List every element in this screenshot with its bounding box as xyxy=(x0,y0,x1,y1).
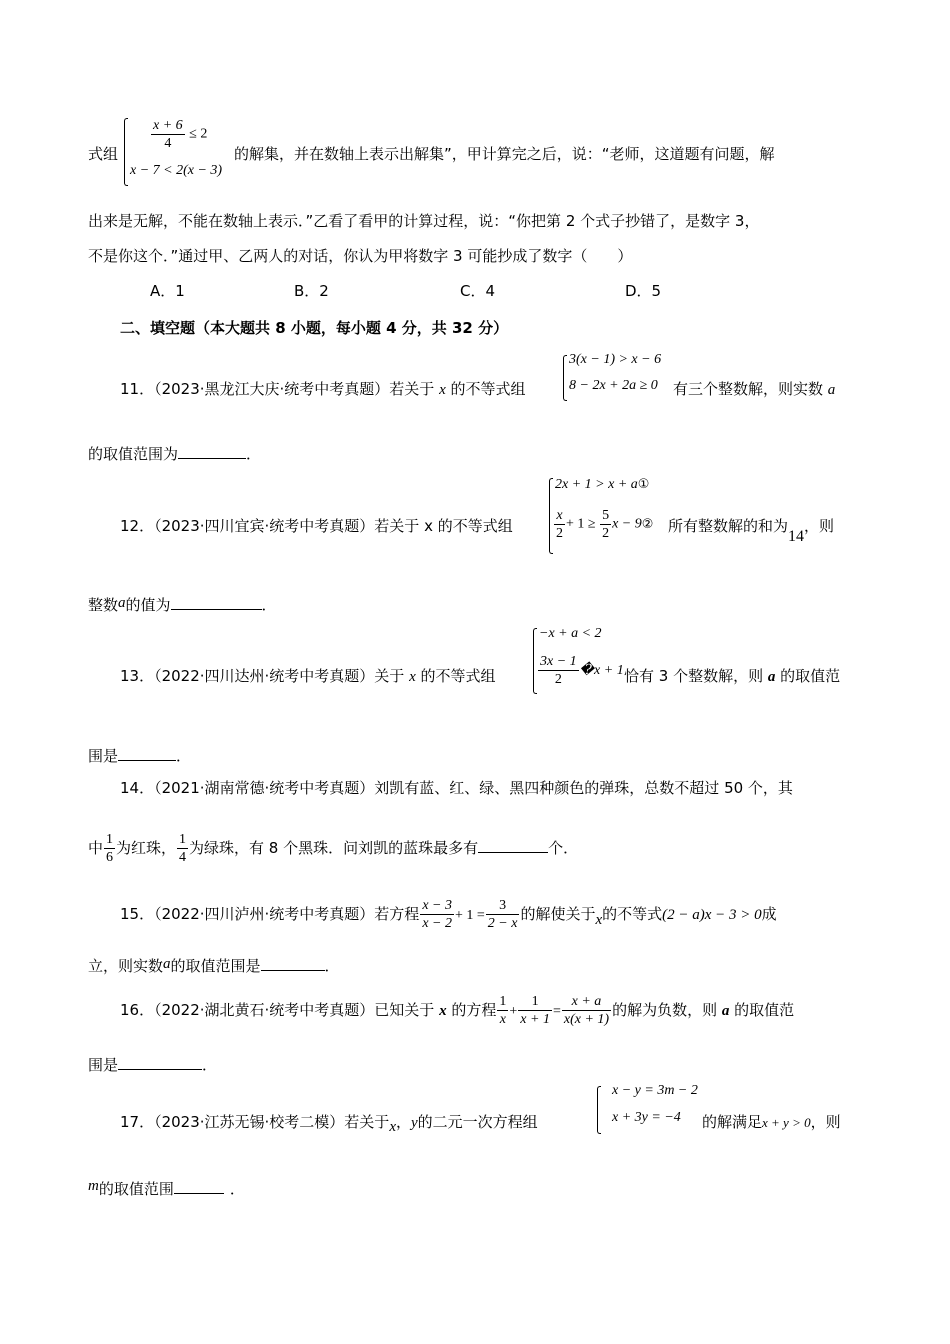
q11-system-row-2: 8 − 2x + 2a ≥ 0 xyxy=(569,378,658,393)
q11-system-brace xyxy=(563,355,567,401)
q12-system-row-1: 2x + 1 > x + a① xyxy=(555,477,650,492)
q16-line-2: 围是 ． xyxy=(88,1056,218,1074)
q11-line-2: 的取值范围为 ． xyxy=(88,445,262,463)
q17-line-1: 17．（2023·江苏无锡·校考二模）若关于x，y的二元一次方程组 xyxy=(120,1113,538,1135)
q11-line-1: 11．（2023·黑龙江大庆·统考中考真题）若关于 x 的不等式组 xyxy=(120,380,526,398)
q16-answer-blank[interactable] xyxy=(118,1054,202,1070)
q13-line-1: 13．（2022·四川达州·统考中考真题）关于 x 的不等式组 xyxy=(120,667,496,685)
q15-line-2: 立，则实数a的取值范围是 ． xyxy=(88,956,340,975)
q16-line-1: 16．（2022·湖北黄石·统考中考真题）已知关于 x 的方程 $\frac{1}{x}$ + $\frac{1}{x + 1}$ = $\frac{x + a}{x(x + 1)}$ 的解为负数，则 a 的取值范 xyxy=(120,994,795,1027)
q12-line-1: 12．（2023·四川宜宾·统考中考真题）若关于 x 的不等式组 xyxy=(120,517,513,535)
q12-system-row-2: $\frac{x}{2}$ + 1 ≥ $\frac{5}{2}$ x − 9② xyxy=(556,508,654,541)
q10-line-1: 式组 xyxy=(88,145,119,163)
q17-line-2: m的取值范围 ． xyxy=(88,1178,245,1198)
q14-fraction-red: $\frac{1}{6}$ xyxy=(106,832,114,865)
q17-line-1b: 的解满足x + y > 0，则 xyxy=(702,1113,841,1131)
q17-system-brace xyxy=(597,1086,601,1134)
q17-system-row-1: x − y = 3m − 2 xyxy=(612,1083,698,1098)
q17-system-row-2: x + 3y = −4 xyxy=(612,1110,681,1125)
q12-line-2: 整数a的值为 ． xyxy=(88,595,277,614)
section-2-header: 二、填空题（本大题共 8 小题，每小题 4 分，共 32 分） xyxy=(120,319,509,337)
q10-fraction: $\frac{x + 6}{4}$ xyxy=(153,118,183,151)
q10-line-3: 不是你这个．”通过甲、乙两人的对话，你认为甲将数字 3 可能抄成了数字（ ） xyxy=(88,247,633,265)
q13-answer-blank[interactable] xyxy=(118,745,176,761)
q10-system-row-2: x − 7 < 2(x − 3) xyxy=(130,163,223,178)
q12-line-1b: 所有整数解的和为14，则 xyxy=(668,517,835,545)
q13-line-2: 围是 ． xyxy=(88,747,192,765)
q10-line-2: 出来是无解，不能在数轴上表示．”乙看了看甲的计算过程，说：“你把第 2 个式子抄错了，是数字 3， xyxy=(88,212,760,230)
q10-option-c[interactable]: C．4 xyxy=(460,282,496,300)
q11-system-row-1: 3(x − 1) > x − 6 xyxy=(569,352,662,367)
q10-system-brace xyxy=(124,118,128,186)
q10-options xyxy=(0,281,950,301)
q10-option-b[interactable]: B．2 xyxy=(294,282,329,300)
q10-option-a[interactable]: A．1 xyxy=(150,282,185,300)
q14-line-1: 14．（2021·湖南常德·统考中考真题）刘凯有蓝、红、绿、黑四种颜色的弹珠，总数不超过 50 个，其 xyxy=(120,779,793,797)
q11-answer-blank[interactable] xyxy=(178,443,246,459)
q10-system-row-1: $\frac{x + 6}{4}$ ≤ 2 xyxy=(153,118,208,151)
q14-answer-blank[interactable] xyxy=(478,837,548,853)
q14-line-2: 中 $\frac{1}{6}$ 为红珠， $\frac{1}{4}$ 为绿珠，有 8 个黑珠．问刘凯的蓝珠最多有 个． xyxy=(88,832,579,865)
q10-line-1b: 的解集，并在数轴上表示出解集”，甲计算完之后，说：“老师，这道题有问题，解 xyxy=(234,145,775,163)
q11-line-1b: 有三个整数解，则实数 a xyxy=(673,380,836,398)
q15-line-1: 15．（2022·四川泸州·统考中考真题）若方程 $\frac{x - 3}{x - 2}$ + 1 = $\frac{3}{2 - x}$ 的解使关于x的不等式(2 − a)x − 3 > 0成 xyxy=(120,898,777,931)
q13-system-row-1: −x + a < 2 xyxy=(539,626,602,641)
q13-system-row-2: $\frac{3x - 1}{2}$ �x + 1 xyxy=(540,654,624,687)
q17-answer-blank[interactable] xyxy=(174,1178,224,1194)
q15-answer-blank[interactable] xyxy=(261,955,325,971)
q12-answer-blank[interactable] xyxy=(171,594,262,610)
q10-option-d[interactable]: D．5 xyxy=(625,282,662,300)
q13-line-1b: 恰有 3 个整数解，则 a 的取值范 xyxy=(624,667,841,685)
q14-fraction-green: $\frac{1}{4}$ xyxy=(179,832,187,865)
